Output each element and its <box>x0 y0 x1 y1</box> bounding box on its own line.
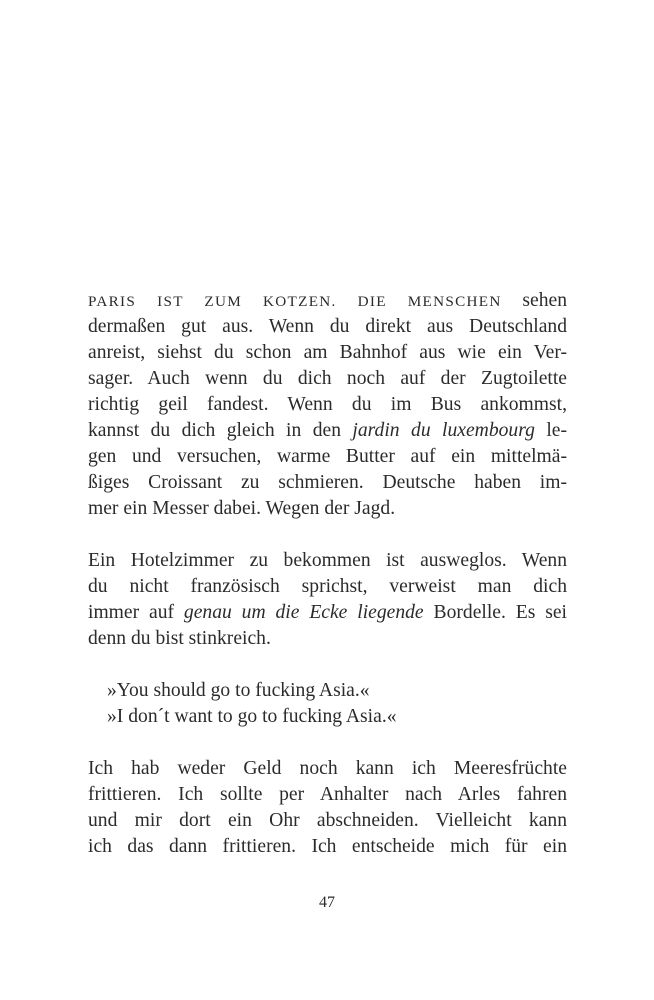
paragraph-3 <box>88 756 567 860</box>
text-line: und mir dort ein Ohr abschneiden. Vielleicht kann <box>88 810 567 831</box>
paragraph-gap <box>88 522 567 548</box>
text-line: gen und versuchen, warme Butter auf ein mittelmä- <box>88 446 567 467</box>
paragraph-1 <box>88 288 567 522</box>
text-line: frittieren. Ich sollte per Anhalter nach Arles fahren <box>88 784 567 805</box>
text-line: dermaßen gut aus. Wenn du direkt aus Deutschland <box>88 316 567 337</box>
text-line: Ein Hotelzimmer zu bekommen ist ausweglos. Wenn <box>88 550 567 571</box>
text-line: kannst du dich gleich in den jardin du luxembourg le- <box>88 420 567 441</box>
text-line: du nicht französisch sprichst, verweist man dich <box>88 576 567 597</box>
italic-phrase: jardin du luxembourg <box>352 420 535 441</box>
dialogue-block <box>88 678 567 730</box>
smallcaps-opening: PARIS IST ZUM KOTZEN. DIE MENSCHEN <box>88 293 502 310</box>
text-line: anreist, siehst du schon am Bahnhof aus wie ein Ver- <box>88 342 567 363</box>
italic-phrase: genau um die Ecke liegende <box>183 602 424 623</box>
text-line: Ich hab weder Geld noch kann ich Meeresfrüchte <box>88 758 567 779</box>
text-line: denn du bist stinkreich. <box>88 628 271 649</box>
text-line: richtig geil fandest. Wenn du im Bus ankommst, <box>88 394 567 415</box>
paragraph-gap <box>88 652 567 678</box>
dialogue-line: »I don´t want to go to fucking Asia.« <box>107 706 397 727</box>
dialogue-line: »You should go to fucking Asia.« <box>107 680 370 701</box>
paragraph-gap <box>88 730 567 756</box>
text-line: immer auf genau um die Ecke liegende Bordelle. Es sei <box>88 602 567 623</box>
text-line: mer ein Messer dabei. Wegen der Jagd. <box>88 498 396 519</box>
text-line: ich das dann frittieren. Ich entscheide mich für ein <box>88 836 567 857</box>
page-number: 47 <box>319 894 335 911</box>
paragraph-2 <box>88 548 567 652</box>
page-body <box>88 288 567 860</box>
text-line: PARIS IST ZUM KOTZEN. DIE MENSCHEN sehen <box>88 290 568 311</box>
text-line: sager. Auch wenn du dich noch auf der Zugtoilette <box>88 368 567 389</box>
text-line: ßiges Croissant zu schmieren. Deutsche haben im- <box>88 472 567 493</box>
